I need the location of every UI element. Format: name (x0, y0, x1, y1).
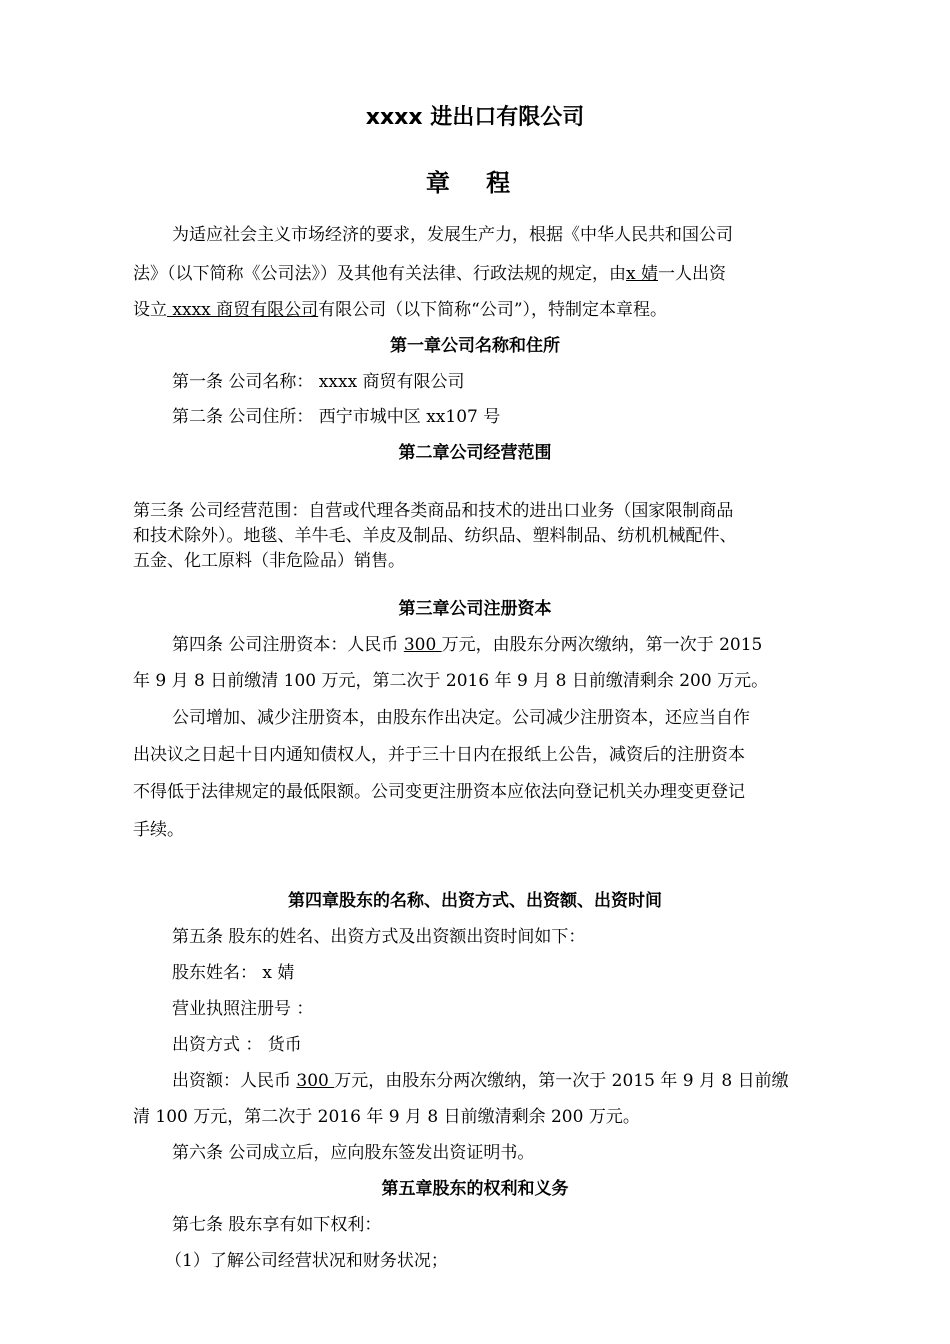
document-subtitle: 章 程 (425, 169, 525, 197)
article-7-item-1: （1）了解公司经营状况和财务状况； (165, 1251, 448, 1271)
preamble-text: 法》（以下简称《公司法》）及其他有关法律、行政法规的规定，由 (133, 264, 626, 284)
chapter-3-title: 第三章公司注册资本 (398, 599, 552, 619)
shareholder-name: 股东姓名： x 婧 (172, 963, 295, 983)
article-3-line-1: 第三条 公司经营范围：自营或代理各类商品和技术的进出口业务（国家限制商品 (133, 501, 734, 521)
preamble-line-2 (133, 259, 726, 284)
contribution-text: 万元，由股东分两次缴纳，第一次于 2015 年 9 月 8 日前缴 (334, 1071, 789, 1091)
capital-change-line-3: 不得低于法律规定的最低限额。公司变更注册资本应依法向登记机关办理变更登记 (133, 782, 745, 802)
business-license-number: 营业执照注册号 ： (172, 999, 314, 1019)
chapter-1-title: 第一章公司名称和住所 (390, 336, 560, 356)
article-3-line-2: 和技术除外）。地毯、羊牛毛、羊皮及制品、纺织品、塑料制品、纺机机械配件、 (133, 526, 737, 546)
preamble-text: 有限公司（以下简称“公司”），特制定本章程。 (318, 300, 668, 320)
shareholder-name-underlined: x 婧 (626, 264, 658, 284)
article-6: 第六条 公司成立后，应向股东签发出资证明书。 (172, 1143, 535, 1163)
contribution-amount-line-2: 清 100 万元，第二次于 2016 年 9 月 8 日前缴清剩余 200 万元。 (133, 1107, 640, 1127)
contribution-amount-line-1 (172, 1066, 789, 1091)
company-name-underlined: xxxx 商贸有限公司 (167, 300, 319, 320)
document-title: xxxx 进出口有限公司 (365, 105, 585, 130)
article-4-text: 万元，由股东分两次缴纳，第一次于 2015 (441, 635, 763, 655)
article-7: 第七条 股东享有如下权利： (172, 1215, 382, 1235)
capital-amount-underlined: 300 (403, 635, 442, 655)
preamble-line-3 (133, 295, 667, 320)
chapter-2-title: 第二章公司经营范围 (398, 443, 552, 463)
article-4-line-1 (172, 630, 762, 655)
capital-change-line-4: 手续。 (133, 820, 184, 840)
article-4-line-2: 年 9 月 8 日前缴清 100 万元，第二次于 2016 年 9 月 8 日前缴清剩余 200 万元。 (133, 671, 769, 691)
article-4-text: 第四条 公司注册资本：人民币 (172, 635, 404, 655)
capital-change-line-1: 公司增加、减少注册资本，由股东作出决定。公司减少注册资本，还应当自作 (172, 708, 750, 728)
contribution-amount-underlined: 300 (296, 1071, 335, 1091)
contribution-text: 出资额：人民币 (172, 1071, 297, 1091)
article-5: 第五条 股东的姓名、出资方式及出资额出资时间如下： (172, 927, 586, 947)
article-1: 第一条 公司名称： xxxx 商贸有限公司 (172, 372, 465, 392)
article-2: 第二条 公司住所： 西宁市城中区 xx107 号 (172, 407, 501, 427)
preamble-text: 设立 (133, 300, 167, 320)
article-3-line-3: 五金、化工原料（非危险品）销售。 (133, 551, 405, 571)
preamble-line-1: 为适应社会主义市场经济的要求，发展生产力，根据《中华人民共和国公司 (172, 225, 733, 245)
preamble-text: 一人出资 (658, 264, 726, 284)
contribution-method: 出资方式 ： 货币 (172, 1035, 302, 1055)
chapter-5-title: 第五章股东的权利和义务 (381, 1179, 569, 1199)
capital-change-line-2: 出决议之日起十日内通知债权人，并于三十日内在报纸上公告，减资后的注册资本 (133, 745, 745, 765)
chapter-4-title: 第四章股东的名称、出资方式、出资额、出资时间 (288, 891, 662, 911)
